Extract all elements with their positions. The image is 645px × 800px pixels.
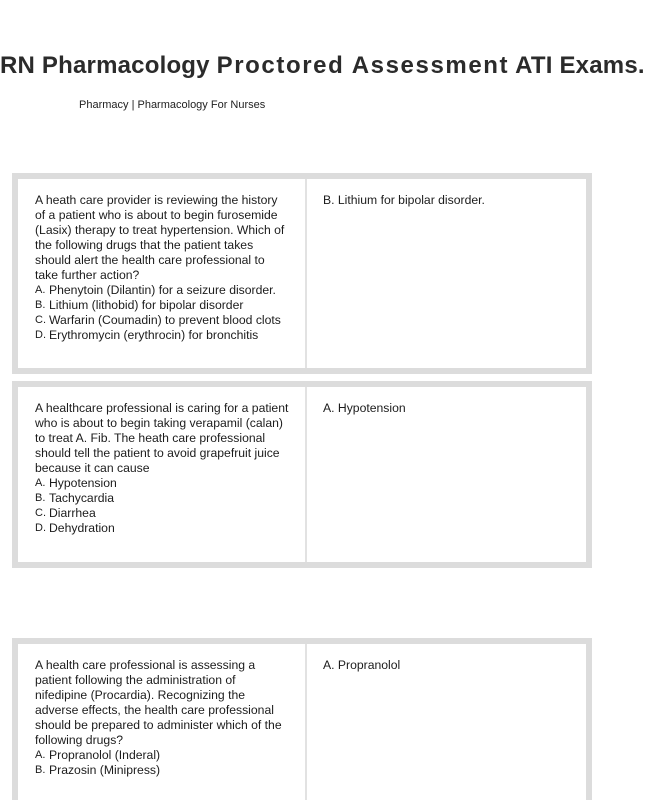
- option-text: Erythromycin (erythrocin) for bronchitis: [49, 328, 259, 342]
- option-letter: C.: [35, 507, 46, 519]
- option-item: [35, 748, 289, 763]
- answer-text: A. Propranolol: [323, 658, 401, 672]
- option-text: Prazosin (Minipress): [49, 763, 161, 777]
- option-item: [35, 521, 289, 536]
- options-list: [35, 748, 289, 778]
- option-item: [35, 476, 289, 491]
- option-text: Diarrhea: [49, 506, 96, 520]
- option-text: Lithium (lithobid) for bipolar disorder: [49, 298, 244, 312]
- option-letter: C.: [35, 314, 46, 326]
- options-list: [35, 283, 289, 343]
- option-item: [35, 506, 289, 521]
- answer-cell: [307, 644, 586, 800]
- option-item: [35, 763, 289, 778]
- question-cell: [18, 387, 307, 562]
- option-text: Phenytoin (Dilantin) for a seizure disorder.: [49, 283, 276, 297]
- question-text: A health care professional is assessing a patient following the administration of nifedipine (Procardia). Recognizing the adverse effects, the health care professional should be prepared to administer which of the following drugs?: [35, 658, 282, 747]
- option-letter: D.: [35, 329, 46, 341]
- option-item: [35, 313, 289, 328]
- option-text: Hypotension: [49, 476, 117, 490]
- option-item: [35, 283, 289, 298]
- option-text: Tachycardia: [49, 491, 115, 505]
- question-card-3: [12, 638, 592, 800]
- option-letter: D.: [35, 522, 46, 534]
- document-subtitle: Pharmacy | Pharmacology For Nurses: [79, 99, 266, 111]
- document-title: [0, 52, 645, 80]
- options-list: [35, 476, 289, 536]
- card-inner: [18, 644, 586, 800]
- option-item: [35, 328, 289, 343]
- question-card-1: [12, 173, 592, 374]
- option-item: [35, 491, 289, 506]
- answer-cell: [307, 179, 586, 368]
- option-letter: A.: [35, 477, 46, 489]
- card-inner: [18, 387, 586, 562]
- question-cell: [18, 644, 307, 800]
- title-part-2: Proctored Assessment: [216, 52, 510, 79]
- option-item: [35, 298, 289, 313]
- option-text: Dehydration: [49, 521, 115, 535]
- option-letter: A.: [35, 749, 46, 761]
- question-card-2: [12, 381, 592, 568]
- option-letter: B.: [35, 299, 46, 311]
- question-cell: [18, 179, 307, 368]
- option-letter: B.: [35, 492, 46, 504]
- card-inner: [18, 179, 586, 368]
- option-letter: A.: [35, 284, 46, 296]
- question-text: A heath care provider is reviewing the history of a patient who is about to begin furosemide (Lasix) therapy to treat hypertension. Which of the following drugs that the patient takes should alert the health care professional to take further action?: [35, 193, 285, 282]
- option-text: Warfarin (Coumadin) to prevent blood clots: [49, 313, 281, 327]
- option-text: Propranolol (Inderal): [49, 748, 161, 762]
- answer-text: A. Hypotension: [323, 401, 406, 415]
- answer-cell: [307, 387, 586, 562]
- title-part-3: ATI Exams.: [515, 52, 645, 79]
- title-part-1: RN Pharmacology: [0, 52, 210, 79]
- question-text: A healthcare professional is caring for a patient who is about to begin taking verapamil (calan) to treat A. Fib. The heath care professional should tell the patient to avoid grapefruit juice because it can cause: [35, 401, 289, 475]
- option-letter: B.: [35, 764, 46, 776]
- answer-text: B. Lithium for bipolar disorder.: [323, 193, 485, 207]
